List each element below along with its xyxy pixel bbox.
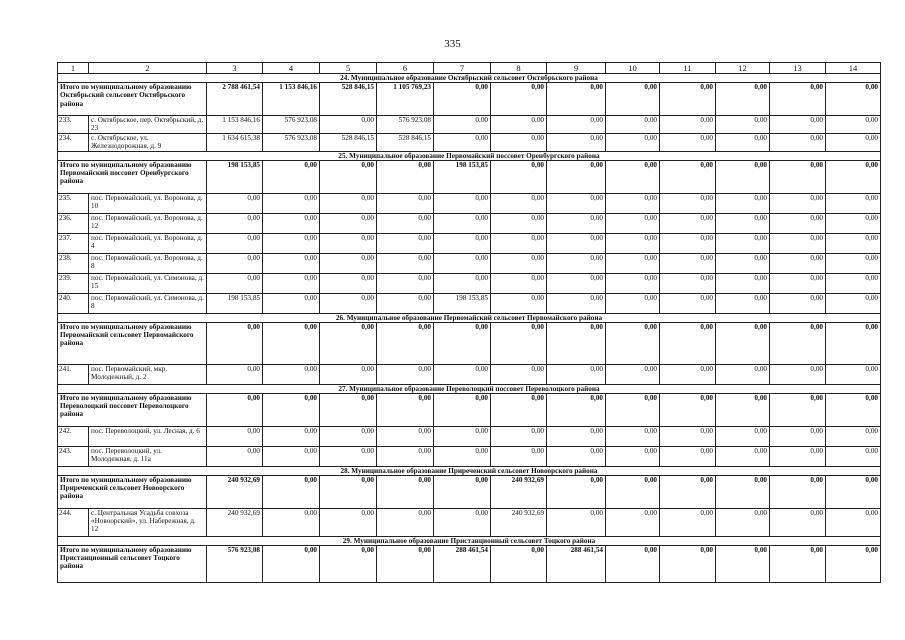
amount-cell: 198 153,85 xyxy=(207,160,263,193)
amount-cell: 0,00 xyxy=(716,193,770,213)
amount-cell: 0,00 xyxy=(434,364,491,384)
subtotal-label: Итого по муниципальному образованию Переволоцкий поссовет Переволоцкого района xyxy=(58,393,207,426)
column-number: 3 xyxy=(207,63,263,74)
amount-cell: 0,00 xyxy=(606,446,660,466)
amount-cell: 0,00 xyxy=(826,364,881,384)
amount-cell: 0,00 xyxy=(263,322,320,364)
amount-cell: 0,00 xyxy=(263,475,320,508)
amount-cell: 0,00 xyxy=(716,364,770,384)
amount-cell: 0,00 xyxy=(434,213,491,233)
amount-cell: 0,00 xyxy=(434,83,491,116)
table-row xyxy=(58,253,881,273)
amount-cell: 0,00 xyxy=(770,213,826,233)
amount-cell: 0,00 xyxy=(606,213,660,233)
amount-cell: 0,00 xyxy=(606,83,660,116)
amount-cell: 0,00 xyxy=(434,393,491,426)
amount-cell: 528 846,15 xyxy=(320,83,377,116)
amount-cell: 0,00 xyxy=(716,253,770,273)
address-cell: пос. Переволоцкий, ул. Молодежная, д. 11а xyxy=(89,446,207,466)
amount-cell: 0,00 xyxy=(491,213,547,233)
amount-cell: 0,00 xyxy=(716,213,770,233)
amount-cell: 0,00 xyxy=(434,273,491,293)
column-number: 7 xyxy=(434,63,491,74)
amount-cell: 0,00 xyxy=(770,116,826,134)
amount-cell: 0,00 xyxy=(716,508,770,536)
column-number: 10 xyxy=(606,63,660,74)
amount-cell: 0,00 xyxy=(263,508,320,536)
column-number: 8 xyxy=(491,63,547,74)
subtotal-label: Итого по муниципальному образованию Приреченский сельсовет Новоорского района xyxy=(58,475,207,508)
amount-cell: 0,00 xyxy=(606,193,660,213)
column-number: 12 xyxy=(716,63,770,74)
address-cell: пос. Первомайский, мкр. Молодежный, д. 2 xyxy=(89,364,207,384)
amount-cell: 0,00 xyxy=(826,160,881,193)
amount-cell: 0,00 xyxy=(377,293,434,313)
amount-cell: 0,00 xyxy=(770,233,826,253)
page-number: 335 xyxy=(444,38,461,50)
address-cell: пос. Первомайский, ул. Симонова, д. 8 xyxy=(89,293,207,313)
section-title: 27. Муниципальное образование Переволоцкий поссовет Переволоцкого района xyxy=(58,384,881,393)
amount-cell: 0,00 xyxy=(826,273,881,293)
table-row xyxy=(58,233,881,253)
section-header-row xyxy=(58,313,881,322)
amount-cell: 0,00 xyxy=(770,293,826,313)
amount-cell: 0,00 xyxy=(826,193,881,213)
section-title: 29. Муниципальное образование Пристанционный сельсовет Тоцкого района xyxy=(58,536,881,545)
amount-cell: 0,00 xyxy=(491,446,547,466)
amount-cell: 528 846,15 xyxy=(320,133,377,151)
amount-cell: 0,00 xyxy=(716,160,770,193)
amount-cell: 0,00 xyxy=(547,393,606,426)
amount-cell: 0,00 xyxy=(434,233,491,253)
amount-cell: 0,00 xyxy=(660,233,716,253)
amount-cell: 0,00 xyxy=(660,364,716,384)
amount-cell: 0,00 xyxy=(606,322,660,364)
subtotal-label: Итого по муниципальному образованию Первомайский сельсовет Первомайского района xyxy=(58,322,207,364)
amount-cell: 0,00 xyxy=(547,475,606,508)
column-number-row xyxy=(58,63,881,74)
row-number: 233. xyxy=(58,116,89,134)
amount-cell: 0,00 xyxy=(606,293,660,313)
amount-cell: 0,00 xyxy=(207,426,263,446)
amount-cell: 0,00 xyxy=(320,322,377,364)
amount-cell: 0,00 xyxy=(770,446,826,466)
amount-cell: 0,00 xyxy=(770,426,826,446)
address-cell: пос. Переволоцкий, ул. Лесная, д. 6 xyxy=(89,426,207,446)
section-title: 26. Муниципальное образование Первомайский сельсовет Первомайского района xyxy=(58,313,881,322)
amount-cell: 0,00 xyxy=(826,426,881,446)
amount-cell: 0,00 xyxy=(207,233,263,253)
subtotal-row xyxy=(58,322,881,364)
subtotal-row xyxy=(58,83,881,116)
amount-cell: 0,00 xyxy=(377,213,434,233)
amount-cell: 0,00 xyxy=(660,475,716,508)
section-header-row xyxy=(58,466,881,475)
amount-cell: 0,00 xyxy=(660,508,716,536)
amount-cell: 0,00 xyxy=(606,393,660,426)
amount-cell: 0,00 xyxy=(320,233,377,253)
table-row xyxy=(58,213,881,233)
amount-cell: 0,00 xyxy=(263,545,320,582)
subtotal-row xyxy=(58,160,881,193)
amount-cell: 0,00 xyxy=(606,133,660,151)
column-number: 13 xyxy=(770,63,826,74)
amount-cell: 288 461,54 xyxy=(547,545,606,582)
row-number: 243. xyxy=(58,446,89,466)
amount-cell: 0,00 xyxy=(826,233,881,253)
amount-cell: 0,00 xyxy=(547,322,606,364)
amount-cell: 0,00 xyxy=(263,273,320,293)
row-number: 235. xyxy=(58,193,89,213)
amount-cell: 0,00 xyxy=(660,446,716,466)
amount-cell: 0,00 xyxy=(491,293,547,313)
subtotal-row xyxy=(58,393,881,426)
section-title: 24. Муниципальное образование Октябрьский сельсовет Октябрьского района xyxy=(58,74,881,83)
amount-cell: 0,00 xyxy=(770,253,826,273)
amount-cell: 0,00 xyxy=(770,133,826,151)
amount-cell: 0,00 xyxy=(716,545,770,582)
amount-cell: 0,00 xyxy=(606,475,660,508)
amount-cell: 0,00 xyxy=(263,364,320,384)
column-number: 11 xyxy=(660,63,716,74)
amount-cell: 0,00 xyxy=(263,233,320,253)
row-number: 244. xyxy=(58,508,89,536)
amount-cell: 0,00 xyxy=(377,364,434,384)
amount-cell: 0,00 xyxy=(491,116,547,134)
amount-cell: 0,00 xyxy=(320,193,377,213)
amount-cell: 528 846,15 xyxy=(377,133,434,151)
amount-cell: 0,00 xyxy=(660,253,716,273)
table-row xyxy=(58,116,881,134)
amount-cell: 0,00 xyxy=(207,273,263,293)
amount-cell: 0,00 xyxy=(660,545,716,582)
amount-cell: 0,00 xyxy=(716,475,770,508)
row-number: 242. xyxy=(58,426,89,446)
table-row xyxy=(58,508,881,536)
amount-cell: 0,00 xyxy=(716,426,770,446)
amount-cell: 0,00 xyxy=(606,160,660,193)
amount-cell: 0,00 xyxy=(491,426,547,446)
amount-cell: 0,00 xyxy=(547,193,606,213)
row-number: 236. xyxy=(58,213,89,233)
amount-cell: 0,00 xyxy=(660,133,716,151)
amount-cell: 0,00 xyxy=(660,273,716,293)
amount-cell: 0,00 xyxy=(377,446,434,466)
section-title: 28. Муниципальное образование Приреченский сельсовет Новоорского района xyxy=(58,466,881,475)
amount-cell: 0,00 xyxy=(207,253,263,273)
address-cell: с. Центральная Усадьба совхоза «Новоорский», ул. Набережная, д. 12 xyxy=(89,508,207,536)
amount-cell: 0,00 xyxy=(770,193,826,213)
section-header-row xyxy=(58,384,881,393)
amount-cell: 0,00 xyxy=(320,475,377,508)
row-number: 238. xyxy=(58,253,89,273)
amount-cell: 0,00 xyxy=(660,293,716,313)
amount-cell: 0,00 xyxy=(377,193,434,213)
address-cell: пос. Первомайский, ул. Воронова, д. 10 xyxy=(89,193,207,213)
amount-cell: 0,00 xyxy=(320,393,377,426)
amount-cell: 0,00 xyxy=(826,545,881,582)
amount-cell: 0,00 xyxy=(547,364,606,384)
amount-cell: 0,00 xyxy=(770,364,826,384)
amount-cell: 0,00 xyxy=(377,426,434,446)
amount-cell: 0,00 xyxy=(263,160,320,193)
column-number: 1 xyxy=(58,63,89,74)
amount-cell: 0,00 xyxy=(606,426,660,446)
address-cell: с. Октябрьское, ул. Железнодорожная, д. 9 xyxy=(89,133,207,151)
section-title: 25. Муниципальное образование Первомайский поссовет Оренбургского района xyxy=(58,151,881,160)
amount-cell: 0,00 xyxy=(491,273,547,293)
amount-cell: 0,00 xyxy=(770,508,826,536)
amount-cell: 0,00 xyxy=(716,83,770,116)
amount-cell: 0,00 xyxy=(547,213,606,233)
amount-cell: 0,00 xyxy=(320,426,377,446)
amount-cell: 0,00 xyxy=(263,293,320,313)
amount-cell: 0,00 xyxy=(263,426,320,446)
amount-cell: 0,00 xyxy=(826,83,881,116)
amount-cell: 0,00 xyxy=(716,322,770,364)
amount-cell: 0,00 xyxy=(377,322,434,364)
amount-cell: 240 932,69 xyxy=(207,475,263,508)
amount-cell: 0,00 xyxy=(377,233,434,253)
table-row xyxy=(58,273,881,293)
amount-cell: 0,00 xyxy=(770,83,826,116)
amount-cell: 0,00 xyxy=(716,116,770,134)
amount-cell: 0,00 xyxy=(606,233,660,253)
amount-cell: 0,00 xyxy=(770,160,826,193)
table-row xyxy=(58,364,881,384)
amount-cell: 0,00 xyxy=(320,253,377,273)
table-row xyxy=(58,293,881,313)
amount-cell: 0,00 xyxy=(320,364,377,384)
amount-cell: 0,00 xyxy=(377,545,434,582)
amount-cell: 0,00 xyxy=(263,213,320,233)
amount-cell: 0,00 xyxy=(547,446,606,466)
amount-cell: 0,00 xyxy=(547,83,606,116)
amount-cell: 0,00 xyxy=(491,364,547,384)
amount-cell: 0,00 xyxy=(263,446,320,466)
amount-cell: 576 923,08 xyxy=(263,133,320,151)
amount-cell: 576 923,08 xyxy=(207,545,263,582)
amount-cell: 0,00 xyxy=(491,393,547,426)
amount-cell: 0,00 xyxy=(826,475,881,508)
amount-cell: 576 923,08 xyxy=(377,116,434,134)
amount-cell: 0,00 xyxy=(434,253,491,273)
amount-cell: 0,00 xyxy=(660,213,716,233)
address-cell: пос. Первомайский, ул. Воронова, д. 4 xyxy=(89,233,207,253)
amount-cell: 0,00 xyxy=(207,446,263,466)
amount-cell: 0,00 xyxy=(491,133,547,151)
amount-cell: 0,00 xyxy=(770,475,826,508)
amount-cell: 0,00 xyxy=(377,160,434,193)
amount-cell: 0,00 xyxy=(660,116,716,134)
amount-cell: 0,00 xyxy=(377,475,434,508)
address-cell: пос. Первомайский, ул. Воронова, д. 12 xyxy=(89,213,207,233)
row-number: 240. xyxy=(58,293,89,313)
amount-cell: 0,00 xyxy=(434,426,491,446)
amount-cell: 0,00 xyxy=(770,545,826,582)
amount-cell: 0,00 xyxy=(491,233,547,253)
subtotal-label: Итого по муниципальному образованию Октябрьский сельсовет Октябрьского района xyxy=(58,83,207,116)
amount-cell: 0,00 xyxy=(826,446,881,466)
table-row xyxy=(58,133,881,151)
table-row xyxy=(58,193,881,213)
amount-cell: 240 932,69 xyxy=(491,508,547,536)
column-number: 6 xyxy=(377,63,434,74)
amount-cell: 0,00 xyxy=(207,193,263,213)
amount-cell: 0,00 xyxy=(660,83,716,116)
address-cell: с. Октябрьское, пер. Октябрьский, д. 23 xyxy=(89,116,207,134)
amount-cell: 0,00 xyxy=(716,133,770,151)
amount-cell: 0,00 xyxy=(207,213,263,233)
row-number: 237. xyxy=(58,233,89,253)
amount-cell: 0,00 xyxy=(547,273,606,293)
amount-cell: 1 105 769,23 xyxy=(377,83,434,116)
amount-cell: 0,00 xyxy=(826,253,881,273)
column-number: 5 xyxy=(320,63,377,74)
amount-cell: 0,00 xyxy=(547,116,606,134)
amount-cell: 0,00 xyxy=(434,508,491,536)
amount-cell: 0,00 xyxy=(716,273,770,293)
amount-cell: 0,00 xyxy=(377,393,434,426)
amount-cell: 198 153,85 xyxy=(434,293,491,313)
column-number: 4 xyxy=(263,63,320,74)
amount-cell: 0,00 xyxy=(491,322,547,364)
section-header-row xyxy=(58,74,881,83)
amount-cell: 0,00 xyxy=(606,116,660,134)
amount-cell: 0,00 xyxy=(207,364,263,384)
subtotal-row xyxy=(58,545,881,582)
amount-cell: 240 932,69 xyxy=(491,475,547,508)
amount-cell: 0,00 xyxy=(547,508,606,536)
amount-cell: 198 153,85 xyxy=(207,293,263,313)
amount-cell: 0,00 xyxy=(660,322,716,364)
amount-cell: 0,00 xyxy=(320,545,377,582)
amount-cell: 1 153 846,16 xyxy=(207,116,263,134)
amount-cell: 0,00 xyxy=(716,446,770,466)
amount-cell: 0,00 xyxy=(826,293,881,313)
amount-cell: 0,00 xyxy=(263,193,320,213)
amount-cell: 0,00 xyxy=(320,273,377,293)
amount-cell: 0,00 xyxy=(547,133,606,151)
address-cell: пос. Первомайский, ул. Воронова, д. 8 xyxy=(89,253,207,273)
amount-cell: 0,00 xyxy=(377,508,434,536)
amount-cell: 0,00 xyxy=(826,322,881,364)
amount-cell: 0,00 xyxy=(263,393,320,426)
amount-cell: 0,00 xyxy=(491,193,547,213)
amount-cell: 0,00 xyxy=(716,393,770,426)
row-number: 241. xyxy=(58,364,89,384)
amount-cell: 0,00 xyxy=(606,253,660,273)
row-number: 234. xyxy=(58,133,89,151)
amount-cell: 1 634 615,38 xyxy=(207,133,263,151)
amount-cell: 198 153,85 xyxy=(434,160,491,193)
amount-cell: 0,00 xyxy=(826,508,881,536)
subtotal-label: Итого по муниципальному образованию Пристанционный сельсовет Тоцкого района xyxy=(58,545,207,582)
amount-cell: 0,00 xyxy=(716,233,770,253)
subtotal-row xyxy=(58,475,881,508)
table-row xyxy=(58,426,881,446)
amount-cell: 0,00 xyxy=(491,545,547,582)
amount-cell: 0,00 xyxy=(547,253,606,273)
amount-cell: 0,00 xyxy=(660,393,716,426)
amount-cell: 0,00 xyxy=(377,273,434,293)
row-number: 239. xyxy=(58,273,89,293)
section-header-row xyxy=(58,536,881,545)
amount-cell: 0,00 xyxy=(434,116,491,134)
amount-cell: 0,00 xyxy=(660,193,716,213)
amount-cell: 0,00 xyxy=(826,133,881,151)
amount-cell: 0,00 xyxy=(263,253,320,273)
amount-cell: 0,00 xyxy=(207,393,263,426)
address-cell: пос. Первомайский, ул. Симонова, д. 15 xyxy=(89,273,207,293)
budget-table xyxy=(57,62,881,583)
amount-cell: 0,00 xyxy=(434,446,491,466)
amount-cell: 0,00 xyxy=(320,160,377,193)
amount-cell: 0,00 xyxy=(547,426,606,446)
amount-cell: 0,00 xyxy=(434,475,491,508)
amount-cell: 0,00 xyxy=(606,273,660,293)
amount-cell: 0,00 xyxy=(491,83,547,116)
amount-cell: 0,00 xyxy=(320,293,377,313)
amount-cell: 0,00 xyxy=(320,508,377,536)
amount-cell: 1 153 846,16 xyxy=(263,83,320,116)
amount-cell: 0,00 xyxy=(606,364,660,384)
column-number: 2 xyxy=(89,63,207,74)
amount-cell: 0,00 xyxy=(320,116,377,134)
amount-cell: 0,00 xyxy=(660,426,716,446)
amount-cell: 0,00 xyxy=(434,133,491,151)
amount-cell: 0,00 xyxy=(207,322,263,364)
amount-cell: 0,00 xyxy=(491,253,547,273)
amount-cell: 0,00 xyxy=(547,293,606,313)
amount-cell: 0,00 xyxy=(770,322,826,364)
amount-cell: 0,00 xyxy=(547,160,606,193)
amount-cell: 0,00 xyxy=(491,160,547,193)
amount-cell: 288 461,54 xyxy=(434,545,491,582)
amount-cell: 576 923,08 xyxy=(263,116,320,134)
amount-cell: 0,00 xyxy=(826,213,881,233)
amount-cell: 0,00 xyxy=(826,393,881,426)
amount-cell: 0,00 xyxy=(770,393,826,426)
column-number: 9 xyxy=(547,63,606,74)
amount-cell: 0,00 xyxy=(547,233,606,253)
amount-cell: 0,00 xyxy=(434,193,491,213)
subtotal-label: Итого по муниципальному образованию Первомайский поссовет Оренбургского района xyxy=(58,160,207,193)
amount-cell: 0,00 xyxy=(770,273,826,293)
amount-cell: 0,00 xyxy=(660,160,716,193)
amount-cell: 0,00 xyxy=(606,545,660,582)
column-number: 14 xyxy=(826,63,881,74)
amount-cell: 0,00 xyxy=(320,213,377,233)
section-header-row xyxy=(58,151,881,160)
amount-cell: 0,00 xyxy=(716,293,770,313)
amount-cell: 0,00 xyxy=(377,253,434,273)
amount-cell: 0,00 xyxy=(826,116,881,134)
amount-cell: 0,00 xyxy=(606,508,660,536)
amount-cell: 0,00 xyxy=(434,322,491,364)
amount-cell: 240 932,69 xyxy=(207,508,263,536)
table-row xyxy=(58,446,881,466)
amount-cell: 0,00 xyxy=(320,446,377,466)
amount-cell: 2 788 461,54 xyxy=(207,83,263,116)
